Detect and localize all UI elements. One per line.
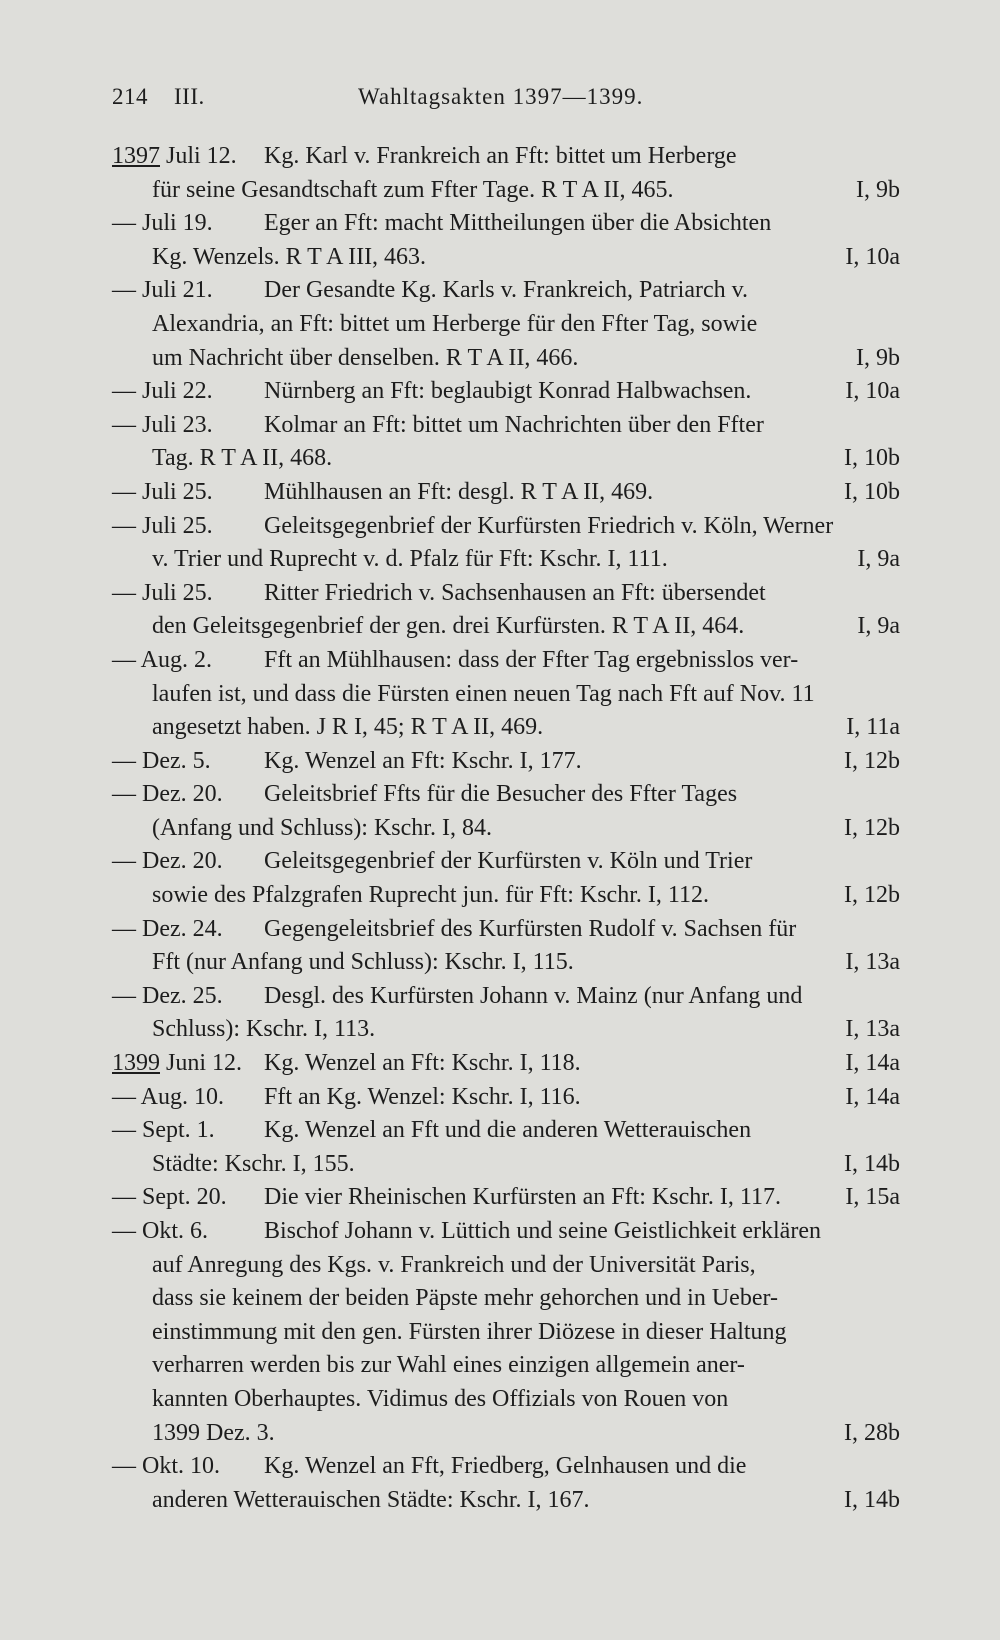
entry-text: [112, 513, 833, 539]
entry-text: [112, 375, 751, 409]
entry-text: [112, 1047, 581, 1081]
entry-line-text: Fft an Mühlhausen: dass der Ffter Tag ergebnisslos ver-: [264, 646, 799, 673]
entry-text: [152, 1386, 728, 1412]
register-entry: [112, 1047, 900, 1081]
entry-line-text: Nürnberg an Fft: beglaubigt Konrad Halbwachsen.: [264, 378, 752, 405]
entry-line: [152, 678, 900, 712]
entry-date: — Sept. 1.: [112, 1117, 215, 1144]
entry-line-text: Desgl. des Kurfürsten Johann v. Mainz (nur Anfang und: [264, 982, 803, 1009]
entry-line-text: Städte: Kschr. I, 155.: [152, 1150, 355, 1177]
entry-date: — Dez. 20.: [112, 781, 223, 808]
entry-line: [152, 1349, 900, 1383]
entry-line-text: Gegengeleitsbrief des Kurfürsten Rudolf v. Sachsen für: [264, 915, 797, 942]
entry-text: [152, 1285, 778, 1311]
entry-text: [152, 342, 578, 376]
entry-reference: I, 13a: [845, 1016, 900, 1043]
entry-reference: I, 13a: [845, 949, 900, 976]
entry-text: [152, 174, 674, 208]
entry-text: [112, 983, 802, 1009]
entry-line: [112, 745, 900, 779]
entry-text: [112, 580, 766, 606]
entry-line-text: Kolmar an Fft: bittet um Nachrichten über den Ffter: [264, 411, 764, 438]
entry-text: [152, 1252, 756, 1278]
entry-reference: I, 10a: [845, 243, 900, 270]
register-entry: [112, 980, 900, 1047]
entry-text: [112, 916, 796, 942]
entry-date: — Juli 23.: [112, 411, 213, 438]
entry-line: [152, 308, 900, 342]
entry-date: — Juli 25.: [112, 579, 213, 606]
entry-line-text: Geleitsgegenbrief der Kurfürsten v. Köln und Trier: [264, 848, 753, 875]
entry-line: [152, 879, 900, 913]
entry-reference: I, 15a: [845, 1184, 900, 1211]
entry-text: [152, 1148, 355, 1182]
register-entry: [112, 140, 900, 207]
entry-line: [152, 342, 900, 376]
entry-reference: I, 14b: [844, 1150, 900, 1177]
entry-year: 1397: [112, 143, 160, 169]
entry-line-text: Alexandria, an Fft: bittet um Herberge für den Ffter Tag, sowie: [152, 310, 758, 337]
register-entry: [112, 644, 900, 745]
entry-line-text: kannten Oberhauptes. Vidimus des Offizials von Rouen von: [152, 1385, 729, 1412]
entry-date: — Aug. 2.: [112, 646, 213, 673]
entry-text: [112, 412, 764, 438]
register-entry: [112, 778, 900, 845]
entry-date: — Dez. 25.: [112, 982, 223, 1009]
entry-date: 1399 Juni 12.: [112, 1050, 243, 1077]
entry-text: [152, 543, 668, 577]
entry-text: [152, 311, 757, 337]
entry-text: [112, 277, 748, 303]
entry-line: [112, 778, 900, 812]
entry-line-text: Geleitsgegenbrief der Kurfürsten Friedrich v. Köln, Werner: [264, 512, 834, 539]
entry-line-text: Geleitsbrief Ffts für die Besucher des Ffter Tages: [264, 781, 738, 808]
entry-line-text: Fft an Kg. Wenzel: Kschr. I, 116.: [264, 1083, 581, 1110]
entry-line-text: Kg. Wenzel an Fft: Kschr. I, 177.: [264, 747, 582, 774]
register-entry: [112, 1081, 900, 1115]
entry-line: [152, 1316, 900, 1350]
entry-text: [152, 1417, 275, 1451]
entry-line: [152, 1383, 900, 1417]
entry-line: [112, 1047, 900, 1081]
entry-reference: I, 12b: [844, 814, 900, 841]
register-entry: [112, 913, 900, 980]
entry-line: [112, 1181, 900, 1215]
page-number: 214: [112, 84, 148, 109]
entry-line: [112, 274, 900, 308]
entry-line-text: Tag. R T A II, 468.: [152, 445, 333, 472]
entry-line: [112, 1215, 900, 1249]
entry-year: 1399: [112, 1050, 160, 1077]
entry-date: — Dez. 24.: [112, 915, 223, 942]
entry-line-text: auf Anregung des Kgs. v. Frankreich und der Universität Paris,: [152, 1251, 756, 1278]
entry-line: [112, 644, 900, 678]
register-entry: [112, 1181, 900, 1215]
register-entry: [112, 577, 900, 644]
entry-reference: I, 14a: [845, 1083, 900, 1110]
register-entry: [112, 745, 900, 779]
entry-line: [112, 845, 900, 879]
entry-line-text: Eger an Fft: macht Mittheilungen über die Absichten: [264, 210, 772, 237]
entry-reference: I, 10b: [844, 478, 900, 505]
register-entry: [112, 1114, 900, 1181]
entry-line: [152, 241, 900, 275]
entry-line: [112, 207, 900, 241]
entry-line: [112, 577, 900, 611]
entry-reference: I, 10b: [844, 445, 900, 472]
entry-date: 1397 Juli 12.: [112, 143, 237, 169]
entry-line: [152, 174, 900, 208]
entry-line: [152, 1417, 900, 1451]
entry-line: [152, 610, 900, 644]
entry-date: — Juli 25.: [112, 512, 213, 539]
entry-line: [112, 510, 900, 544]
entry-line-text: Der Gesandte Kg. Karls v. Frankreich, Patriarch v.: [264, 277, 749, 304]
entry-line-text: Mühlhausen an Fft: desgl. R T A II, 469.: [264, 478, 654, 505]
entry-line-text: Kg. Karl v. Frankreich an Fft: bittet um Herberge: [264, 143, 737, 169]
entry-text: [152, 1013, 375, 1047]
entry-text: [112, 647, 798, 673]
entry-text: [112, 476, 653, 510]
entry-date: — Okt. 6.: [112, 1218, 208, 1244]
entry-line: [112, 1114, 900, 1148]
entry-line-text: Die vier Rheinischen Kurfürsten an Fft: Kschr. I, 117.: [264, 1184, 781, 1211]
entry-line: [152, 812, 900, 846]
entry-line: [112, 1081, 900, 1115]
entry-line: [152, 711, 900, 745]
entry-date: — Dez. 20.: [112, 848, 223, 875]
entry-reference: I, 9a: [857, 546, 900, 573]
entry-text: [112, 1117, 751, 1143]
entry-line-text: Schluss): Kschr. I, 113.: [152, 1016, 376, 1043]
entry-text: [112, 1453, 746, 1479]
entry-text: [112, 143, 737, 169]
register-entry: [112, 409, 900, 476]
entry-line-text: Kg. Wenzels. R T A III, 463.: [152, 243, 427, 270]
register-entry: [112, 375, 900, 409]
entry-date: — Okt. 10.: [112, 1453, 220, 1480]
entry-reference: I, 12b: [844, 882, 900, 909]
entry-text: [152, 681, 815, 707]
entry-line-text: v. Trier und Ruprecht v. d. Pfalz für Fft: Kschr. I, 111.: [152, 546, 668, 573]
entry-text: [112, 210, 771, 236]
entry-reference: I, 11a: [846, 714, 900, 741]
entry-reference: I, 9b: [856, 344, 900, 371]
entry-text: [152, 442, 332, 476]
entry-line-text: Ritter Friedrich v. Sachsenhausen an Fft: übersendet: [264, 579, 766, 606]
entry-line-text: (Anfang und Schluss): Kschr. I, 84.: [152, 814, 492, 841]
entry-line-text: Bischof Johann v. Lüttich und seine Geistlichkeit erklären: [264, 1218, 821, 1244]
entry-text: [112, 1218, 821, 1244]
register-entry: [112, 274, 900, 375]
entry-reference: I, 10a: [845, 378, 900, 405]
entry-line: [112, 409, 900, 443]
entry-reference: I, 14b: [844, 1486, 900, 1513]
entry-line: [152, 1249, 900, 1283]
entry-text: [112, 745, 582, 779]
entry-text: [152, 610, 744, 644]
entry-text: [152, 711, 543, 745]
entry-text: [152, 946, 574, 980]
entry-line-text: verharren werden bis zur Wahl eines einzigen allgemein aner-: [152, 1352, 745, 1379]
entry-date: — Juli 25.: [112, 478, 213, 505]
entry-text: [152, 1484, 589, 1518]
entry-date: — Sept. 20.: [112, 1184, 227, 1211]
entry-line-text: laufen ist, und dass die Fürsten einen neuen Tag nach Fft auf Nov. 11: [152, 680, 815, 707]
entry-text: [112, 1181, 781, 1215]
entry-reference: I, 9b: [856, 176, 900, 203]
part-number: III.: [174, 84, 205, 109]
entry-line-text: anderen Wetterauischen Städte: Kschr. I, 167.: [152, 1486, 590, 1513]
entry-line: [112, 913, 900, 947]
entry-text: [152, 812, 492, 846]
register-entry: [112, 1215, 900, 1450]
entry-line: [152, 1013, 900, 1047]
entry-reference: I, 14a: [845, 1050, 900, 1077]
entry-line-text: einstimmung mit den gen. Fürsten ihrer Diözese in dieser Haltung: [152, 1318, 787, 1345]
entry-line-text: um Nachricht über denselben. R T A II, 466.: [152, 344, 579, 371]
entry-list: [112, 140, 900, 1517]
entry-text: [152, 1319, 787, 1345]
entry-text: [112, 848, 752, 874]
entry-text: [152, 241, 426, 275]
entry-line-text: Kg. Wenzel an Fft: Kschr. I, 118.: [264, 1050, 581, 1077]
entry-line: [112, 1450, 900, 1484]
entry-line-text: Kg. Wenzel an Fft, Friedberg, Gelnhausen und die: [264, 1453, 747, 1480]
entry-reference: I, 28b: [844, 1419, 900, 1446]
entry-text: [152, 1352, 745, 1378]
entry-line: [152, 1484, 900, 1518]
entry-date: — Aug. 10.: [112, 1083, 225, 1110]
register-entry: [112, 510, 900, 577]
entry-text: [112, 781, 737, 807]
entry-date: — Juli 22.: [112, 378, 213, 405]
entry-line-text: Kg. Wenzel an Fft und die anderen Wetterauischen: [264, 1117, 752, 1144]
entry-line: [112, 140, 900, 174]
entry-date: — Dez. 5.: [112, 747, 211, 774]
entry-date: — Juli 21.: [112, 277, 213, 304]
entry-line-text: 1399 Dez. 3.: [152, 1419, 275, 1446]
entry-line: [112, 980, 900, 1014]
entry-reference: I, 9a: [857, 613, 900, 640]
entry-line: [152, 543, 900, 577]
entry-line-text: den Geleitsgegenbrief der gen. drei Kurfürsten. R T A II, 464.: [152, 613, 745, 640]
entry-line-text: sowie des Pfalzgrafen Ruprecht jun. für Fft: Kschr. I, 112.: [152, 882, 709, 909]
register-entry: [112, 1450, 900, 1517]
entry-text: [152, 879, 709, 913]
entry-reference: I, 12b: [844, 747, 900, 774]
entry-line: [112, 476, 900, 510]
register-entry: [112, 476, 900, 510]
entry-date: — Juli 19.: [112, 210, 213, 237]
entry-text: [112, 1081, 581, 1115]
entry-line: [152, 442, 900, 476]
entry-line: [152, 1148, 900, 1182]
entry-line-text: Fft (nur Anfang und Schluss): Kschr. I, 115.: [152, 949, 574, 976]
register-entry: [112, 207, 900, 274]
running-title: Wahltagsakten 1397—1399.: [358, 84, 644, 109]
entry-line: [112, 375, 900, 409]
register-entry: [112, 845, 900, 912]
entry-line: [152, 946, 900, 980]
entry-line: [152, 1282, 900, 1316]
entry-line-text: für seine Gesandtschaft zum Ffter Tage. R T A II, 465.: [152, 176, 674, 203]
entry-line-text: dass sie keinem der beiden Päpste mehr gehorchen und in Ueber-: [152, 1285, 778, 1312]
entry-line-text: angesetzt haben. J R I, 45; R T A II, 469.: [152, 714, 544, 741]
